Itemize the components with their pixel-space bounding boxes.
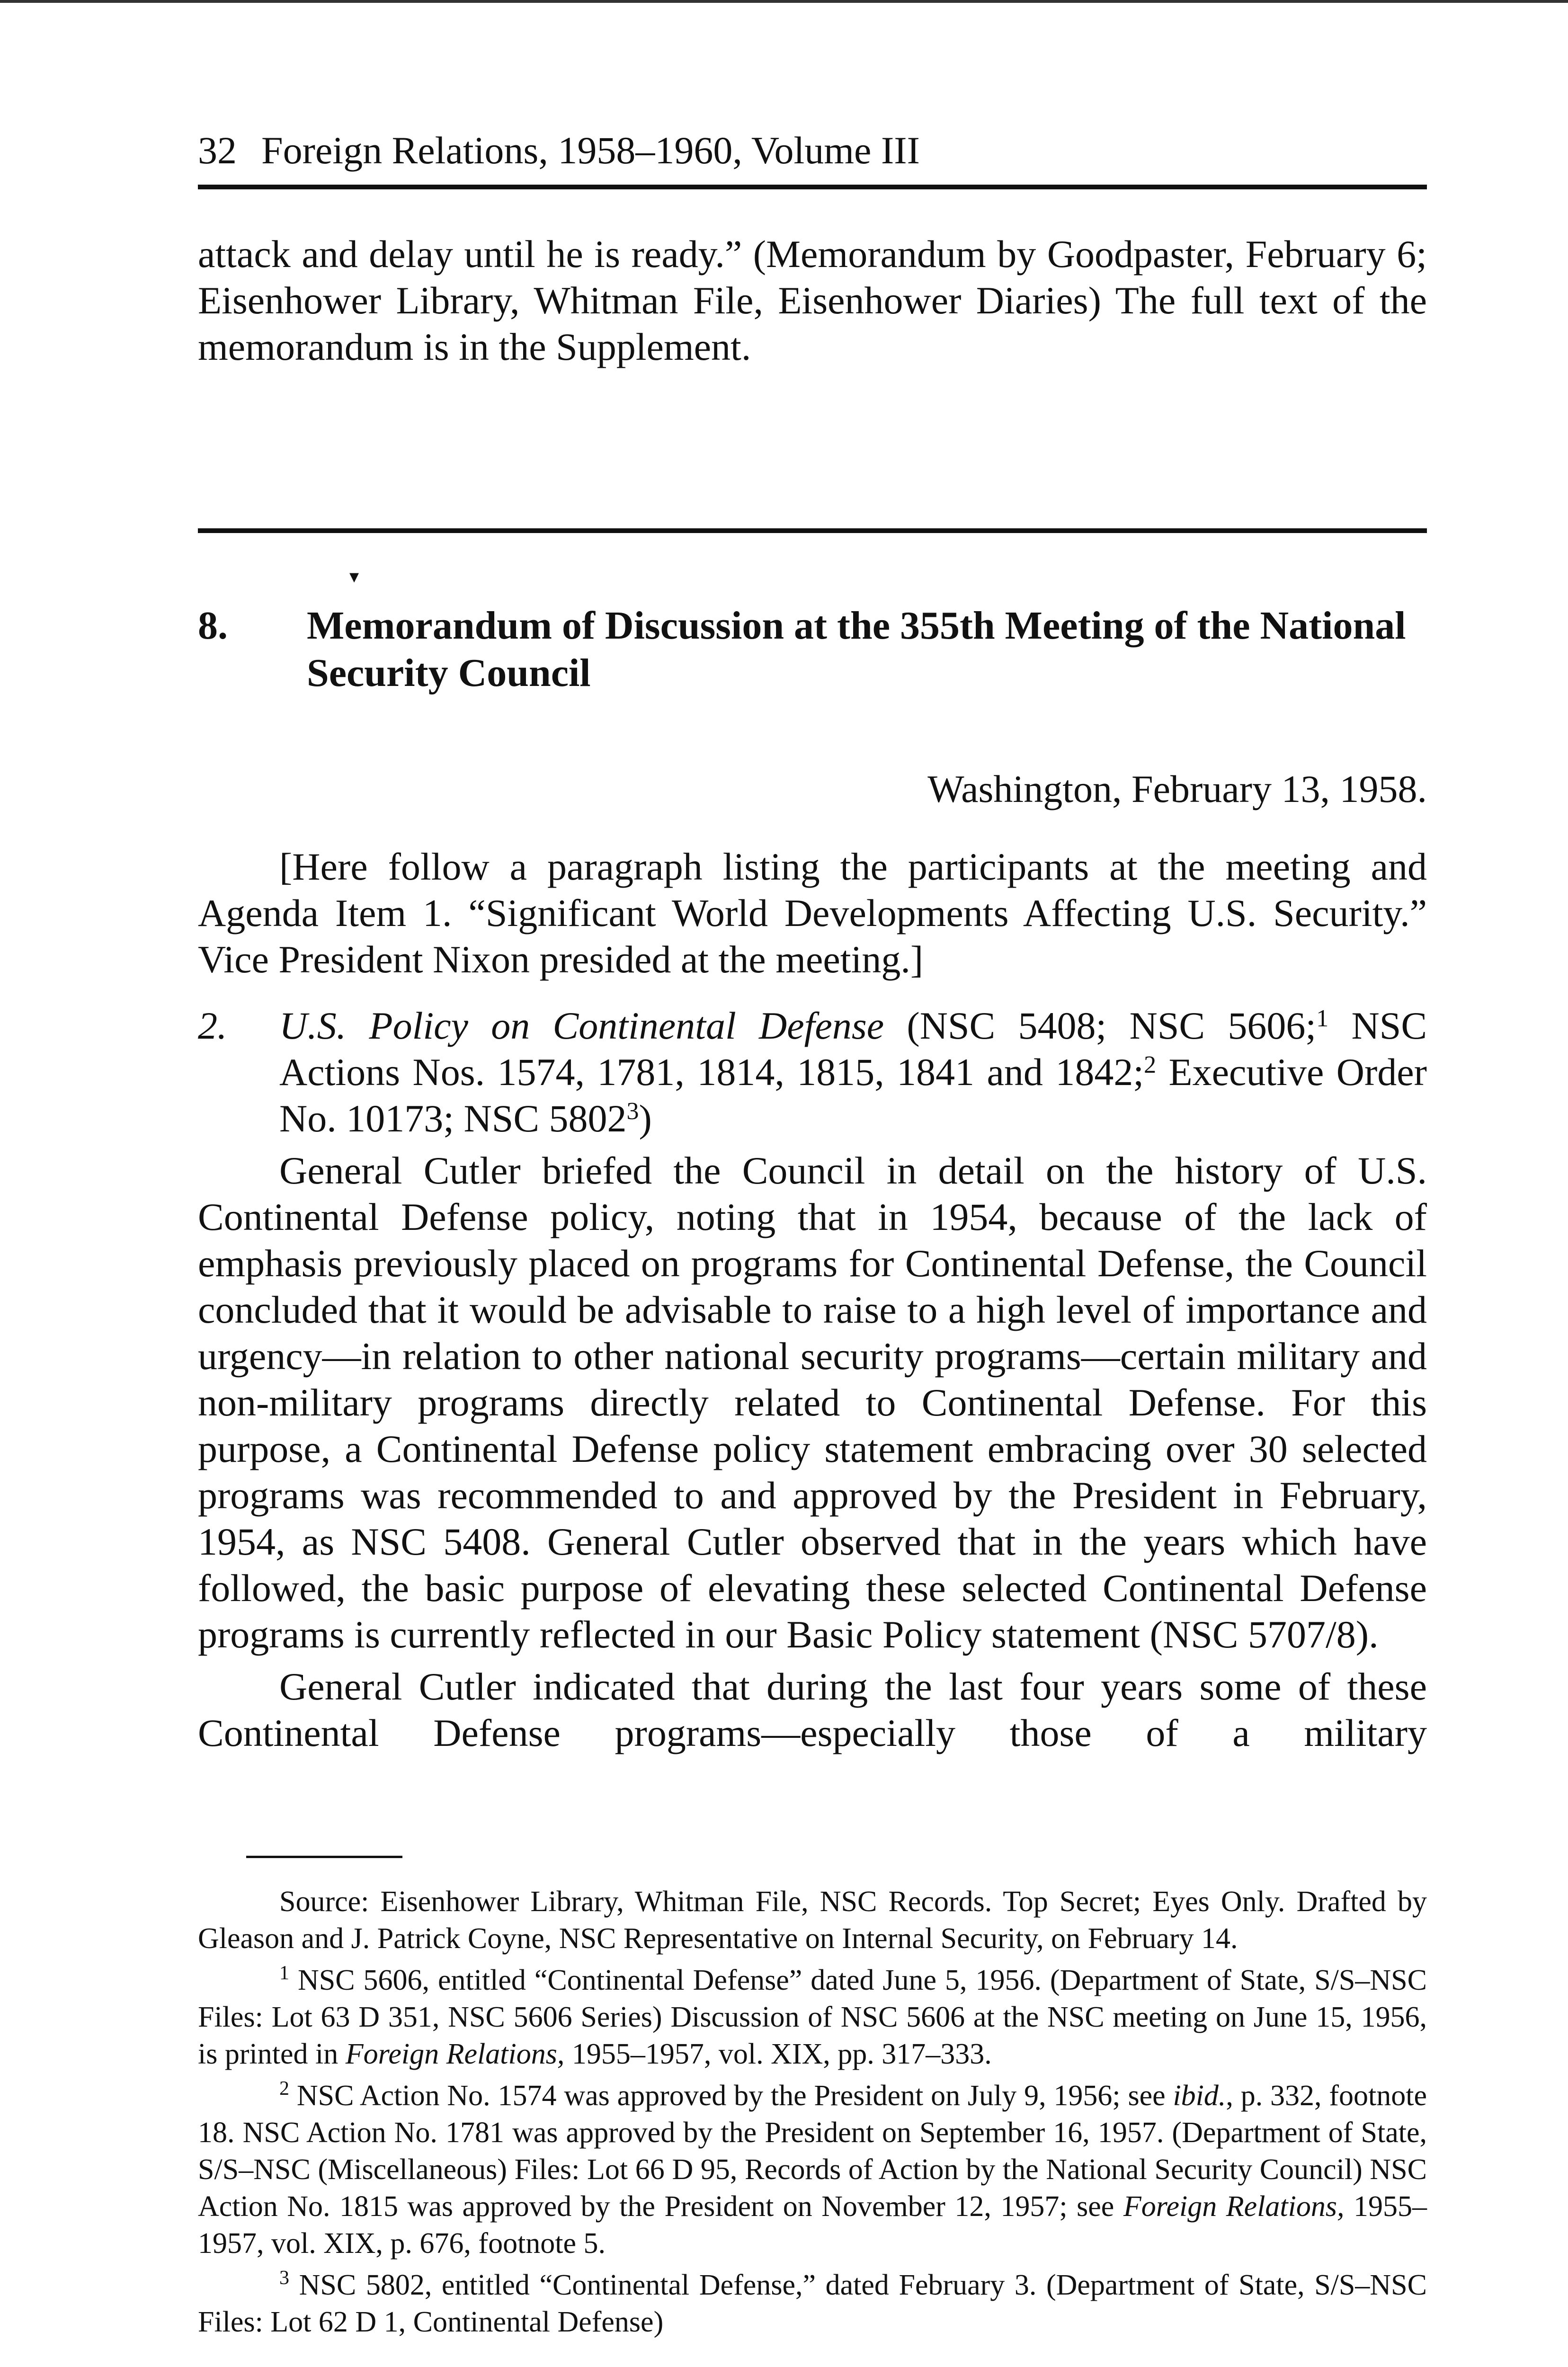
document-heading (198, 602, 1427, 697)
footnote-2-text: NSC Action No. 1574 was approved by the President on July 9, 1956; see (289, 2080, 1173, 2112)
agenda-item-ref-d: ) (639, 1097, 652, 1140)
footnote-1-mark: 1 (279, 1962, 289, 1984)
footnote-1-italic: Foreign Relations, (345, 2038, 565, 2070)
source-note: Source: Eisenhower Library, Whitman File, NSC Records. Top Secret; Eyes Only. Drafted by Gleason and J. Patrick Coyne, NSC Representative on Internal Security, on February 14. (198, 1886, 1427, 1955)
continuation-block (198, 231, 1427, 370)
agenda-item-ref-c: Executive Order No. 10173; NSC 5802 (279, 1050, 1427, 1140)
footnote-ref-2: 2 (1144, 1051, 1157, 1078)
running-head (198, 127, 1429, 174)
footnote-rule (246, 1856, 402, 1858)
footnote-2-text-end: 1955–1957, vol. XIX, p. 676, footnote 5. (198, 2190, 1427, 2260)
ornament-mark: ▾ (349, 566, 359, 587)
dateline: Washington, February 13, 1958. (927, 767, 1427, 810)
header-rule (198, 185, 1427, 189)
document-title: Memorandum of Discussion at the 355th Meeting of the National Security Council (307, 604, 1406, 695)
intro-paragraph: [Here follow a paragraph listing the participants at the meeting and Agenda Item 1. “Significant World Developments Affecting U.S. Security.” Vice President Nixon presided at the meeting.] (198, 845, 1427, 981)
footnote-3 (198, 2267, 1427, 2340)
agenda-item-title: U.S. Policy on Continental Defense (279, 1004, 884, 1047)
footnote-1-text-end: 1955–1957, vol. XIX, pp. 317–333. (564, 2038, 992, 2070)
section-rule (198, 528, 1427, 533)
body-paragraph: General Cutler indicated that during the last four years some of these Continental Defense programs—especially those of a military (198, 1665, 1427, 1754)
document-body (198, 844, 1427, 1756)
agenda-item (198, 1003, 1427, 1142)
agenda-item-ref-b: NSC Actions Nos. 1574, 1781, 1814, 1815, 1841 and 1842; (279, 1004, 1427, 1094)
footnote-3-mark: 3 (279, 2267, 289, 2289)
footnote-1-text: NSC 5606, entitled “Continental Defense” dated June 5, 1956. (Department of State, S/S–NSC Files: Lot 63 D 351, NSC 5606 Series) Discussion of NSC 5606 at the NSC meeting on June 15, 1956, is printed in (198, 1964, 1427, 2070)
running-head-title: Foreign Relations, 1958–1960, Volume III (261, 129, 920, 172)
continuation-paragraph: attack and delay until he is ready.” (Memorandum by Goodpaster, February 6; Eisenhower Library, Whitman File, Eisenhower Diaries) The full text of the memorandum is in the Supplement. (198, 232, 1427, 368)
page-number: 32 (198, 129, 237, 172)
agenda-item-ref-a: (NSC 5408; NSC 5606; (884, 1004, 1317, 1047)
page-top-edge (0, 0, 1568, 3)
footnote-2 (198, 2077, 1427, 2262)
footnote-ref-1: 1 (1316, 1005, 1329, 1032)
footnote-ref-3: 3 (626, 1098, 639, 1125)
document-number: 8. (198, 604, 228, 648)
footnotes (198, 1883, 1427, 2345)
body-paragraph: General Cutler briefed the Council in detail on the history of U.S. Continental Defense policy, noting that in 1954, because of the lack of emphasis previously placed on programs for Continental Defense, the Council concluded that it would be advisable to raise to a high level of importance and urgency—in relation to other national security programs—certain military and non-military programs directly related to Continental Defense. For this purpose, a Continental Defense policy statement embracing over 30 selected programs was recommended to and approved by the President in February, 1954, as NSC 5408. General Cutler observed that in the years which have followed, the basic purpose of elevating these selected Continental Defense programs is currently reflected in our Basic Policy statement (NSC 5707/8). (198, 1149, 1427, 1656)
footnote-2-mark: 2 (279, 2078, 289, 2100)
footnote-1 (198, 1962, 1427, 2073)
footnote-2-text-mid: , p. 332, footnote 18. NSC Action No. 1781 was approved by the President on September 16, 1957. (Department of State, S/S–NSC (Miscellaneous) Files: Lot 66 D 95, Records of Action by the National Security Council) NSC Action No. 1815 was approved by the President on November 12, 1957; see (198, 2080, 1427, 2223)
agenda-item-number: 2. (198, 1004, 227, 1047)
footnote-3-text: NSC 5802, entitled “Continental Defense,” dated February 3. (Department of State, S/S–NSC Files: Lot 62 D 1, Continental Defense) (198, 2269, 1427, 2338)
footnote-2-italic-ibid: ibid. (1173, 2080, 1226, 2112)
footnote-2-italic-title: Foreign Relations, (1123, 2190, 1345, 2223)
